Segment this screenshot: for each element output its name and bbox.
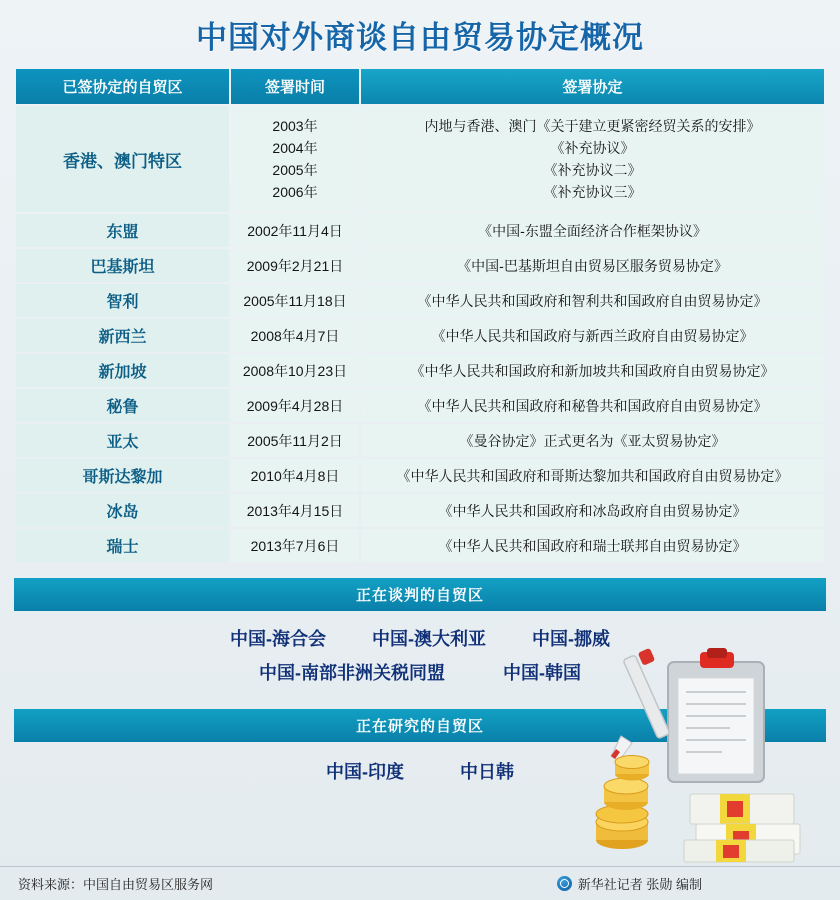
cell-date: 2008年10月23日: [231, 354, 359, 387]
agreement-item: 《补充协议》: [550, 139, 635, 156]
banknote-bundle-icon: [684, 794, 800, 862]
negotiating-item: 中国-韩国: [503, 663, 581, 683]
column-header-agreement: 签署协定: [361, 69, 824, 104]
cell-region: 新西兰: [16, 319, 229, 352]
negotiating-item: 中国-南部非洲关税同盟: [259, 663, 445, 683]
table-row: [16, 389, 824, 422]
agreement-item: 内地与香港、澳门《关于建立更紧密经贸关系的安排》: [424, 117, 761, 134]
cell-region: 瑞士: [16, 529, 229, 562]
cell-region: 秘鲁: [16, 389, 229, 422]
xinhua-logo-icon: [557, 876, 572, 891]
negotiating-item: 中国-澳大利亚: [372, 629, 486, 649]
date-list: [235, 115, 355, 203]
cell-agreement: 《中国-巴基斯坦自由贸易区服务贸易协定》: [361, 249, 824, 282]
date-item: 2003年: [272, 117, 318, 134]
cell-agreement: [361, 106, 824, 212]
page-title: 中国对外商谈自由贸易协定概况: [196, 20, 644, 55]
cell-agreement: 《中华人民共和国政府和秘鲁共和国政府自由贸易协定》: [361, 389, 824, 422]
table-body: [16, 106, 824, 562]
footer: [0, 866, 840, 900]
table-header-row: [16, 69, 824, 104]
table-row: [16, 459, 824, 492]
negotiating-item: 中国-挪威: [532, 629, 610, 649]
negotiating-item: 中国-海合会: [230, 629, 326, 649]
cell-date: 2013年4月15日: [231, 494, 359, 527]
cell-agreement: 《中华人民共和国政府和智利共和国政府自由贸易协定》: [361, 284, 824, 317]
table-row: [16, 494, 824, 527]
cell-agreement: 《中华人民共和国政府与新西兰政府自由贸易协定》: [361, 319, 824, 352]
cell-agreement: 《中华人民共和国政府和哥斯达黎加共和国政府自由贸易协定》: [361, 459, 824, 492]
cell-agreement: 《曼谷协定》正式更名为《亚太贸易协定》: [361, 424, 824, 457]
signed-fta-table: [14, 67, 826, 564]
table-row: [16, 529, 824, 562]
table-row: [16, 284, 824, 317]
footer-source: 资料来源：中国自由贸易区服务网: [18, 877, 214, 892]
table-row: [16, 424, 824, 457]
agreement-list: [365, 115, 820, 203]
date-item: 2005年: [272, 162, 318, 178]
date-item: 2006年: [272, 184, 318, 201]
date-item: 2004年: [272, 139, 318, 156]
negotiating-row-1: [14, 621, 826, 655]
cell-date: [231, 106, 359, 212]
cell-agreement: 《中华人民共和国政府和瑞士联邦自由贸易协定》: [361, 529, 824, 562]
table-row: [16, 354, 824, 387]
negotiating-section: [14, 611, 826, 695]
footer-credit-text: 新华社记者 张勋 编制: [577, 877, 702, 892]
cell-region: 智利: [16, 284, 229, 317]
table-row: [16, 249, 824, 282]
studying-banner: 正在研究的自贸区: [14, 709, 826, 742]
table-row: [16, 319, 824, 352]
column-header-region: 已签协定的自贸区: [16, 69, 229, 104]
cell-region: 亚太: [16, 424, 229, 457]
cell-region: 新加坡: [16, 354, 229, 387]
cell-date: 2010年4月8日: [231, 459, 359, 492]
cell-region: 香港、澳门特区: [16, 106, 229, 212]
agreement-item: 《补充协议三》: [543, 184, 642, 201]
signed-fta-table-wrap: [0, 67, 840, 564]
cell-region: 哥斯达黎加: [16, 459, 229, 492]
cell-date: 2009年2月21日: [231, 249, 359, 282]
studying-section: [14, 742, 826, 792]
table-head: [16, 69, 824, 104]
negotiating-row-2: [14, 655, 826, 689]
cell-agreement: 《中国-东盟全面经济合作框架协议》: [361, 214, 824, 247]
studying-item: 中日韩: [460, 762, 514, 782]
cell-date: 2009年4月28日: [231, 389, 359, 422]
studying-row: [14, 752, 826, 786]
cell-date: 2005年11月2日: [231, 424, 359, 457]
cell-date: 2002年11月4日: [231, 214, 359, 247]
studying-item: 中国-印度: [326, 762, 404, 782]
cell-agreement: 《中华人民共和国政府和冰岛政府自由贸易协定》: [361, 494, 824, 527]
cell-region: 东盟: [16, 214, 229, 247]
cell-region: 巴基斯坦: [16, 249, 229, 282]
column-header-date: 签署时间: [231, 69, 359, 104]
agreement-item: 《补充协议二》: [543, 162, 642, 178]
cell-agreement: 《中华人民共和国政府和新加坡共和国政府自由贸易协定》: [361, 354, 824, 387]
cell-date: 2013年7月6日: [231, 529, 359, 562]
cell-date: 2008年4月7日: [231, 319, 359, 352]
footer-credit: [557, 874, 702, 893]
cell-date: 2005年11月18日: [231, 284, 359, 317]
table-row: [16, 106, 824, 212]
cell-region: 冰岛: [16, 494, 229, 527]
negotiating-banner: 正在谈判的自贸区: [14, 578, 826, 611]
table-row: [16, 214, 824, 247]
